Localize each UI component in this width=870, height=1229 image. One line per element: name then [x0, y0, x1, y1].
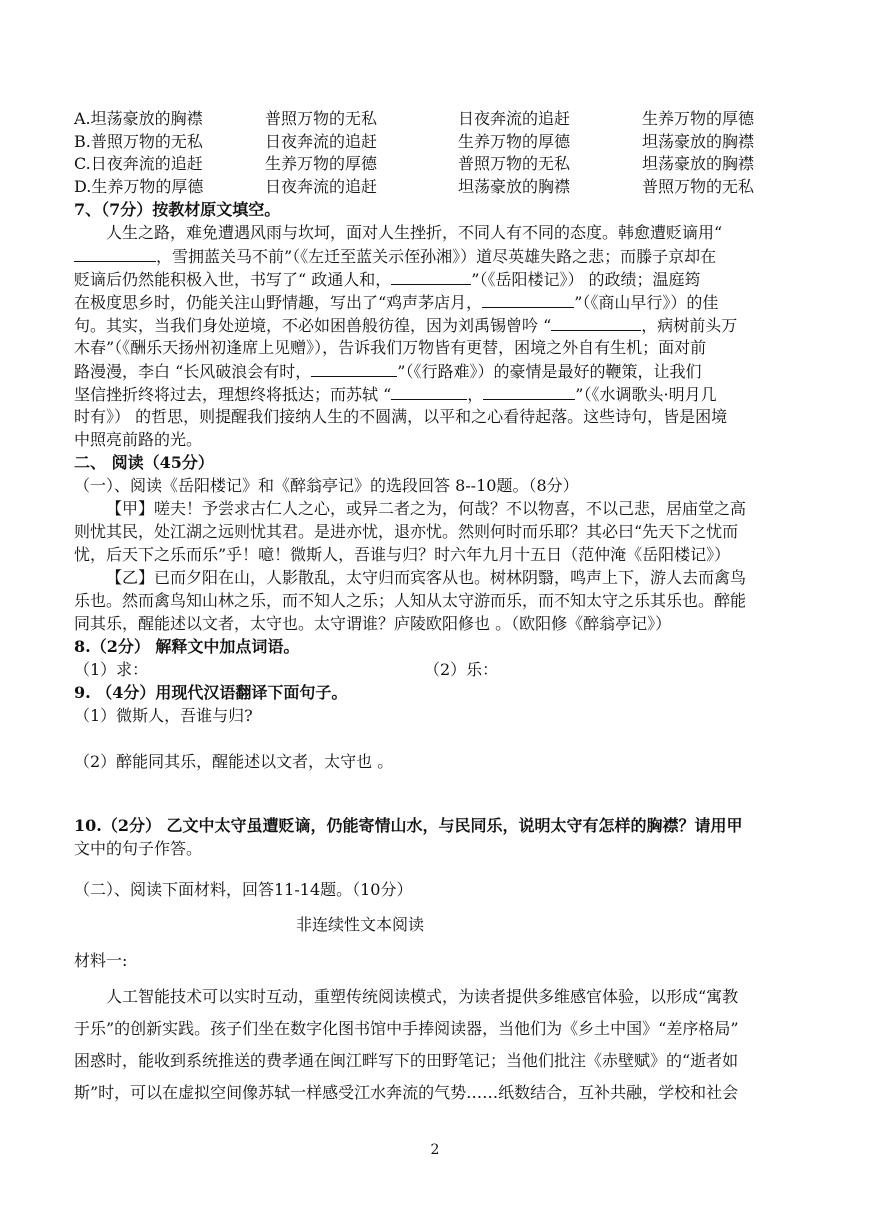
answer-blank[interactable]: [482, 291, 574, 308]
passage-yi-line-3: 同其乐，醒能述以文者，太守也。太守谓谁？庐陵欧阳修也 。（欧阳修《醉翁亭记》）: [74, 614, 672, 633]
answer-blank[interactable]: [74, 245, 156, 262]
q10-line-1: 10.（2分） 乙文中太守虽遭贬谪，仍能寄情山水，与民同乐，说明太守有怎样的胸襟？请用甲: [74, 816, 743, 835]
q9-item-2: （2）醉能同其乐，醒能述以文者，太守也 。: [74, 752, 394, 771]
option-c-label: C.日夜奔流的追赶: [74, 154, 203, 173]
material-1-line-3: 困惑时，能收到系统推送的费孝通在闽江畔写下的田野笔记；当他们批注《赤壁赋》的“逝者如: [74, 1051, 739, 1070]
option-c-c2: 生养万物的厚德: [265, 154, 378, 173]
answer-blank[interactable]: [551, 314, 641, 331]
option-c-c3: 普照万物的无私: [458, 154, 571, 173]
option-a-c4: 生养万物的厚德: [642, 109, 755, 128]
option-a-c2: 普照万物的无私: [265, 109, 378, 128]
page-number: 2: [430, 1142, 440, 1158]
passage-yi-line-1: 【乙】已而夕阳在山，人影散乱，太守归而宾客从也。树林阴翳，鸣声上下，游人去而禽鸟: [106, 568, 747, 587]
passage-jia-line-3: 忧，后天下之乐而乐”乎！噫！微斯人，吾谁与归？时六年九月十五日（范仲淹《岳阳楼记》）: [74, 545, 731, 564]
material-1-line-4: 斯”时，可以在虚拟空间像苏轼一样感受江水奔流的气势……纸数结合，互补共融，学校和社会: [74, 1083, 739, 1102]
part-1-heading: （一）、阅读《岳阳楼记》和《醉翁亭记》的选段回答 8--10题。（8分）: [74, 476, 579, 495]
answer-blank[interactable]: [311, 360, 397, 377]
q9-item-1: （1）微斯人，吾谁与归?: [74, 706, 253, 725]
q7-line-5: 句。其实，当我们身处逆境，不必如困兽般彷徨，因为刘禹锡曾吟 “ ，病树前头万: [74, 316, 738, 335]
q7-line-3: 贬谪后仍然能积极入世，书写了“ 政通人和， ”（《岳阳楼记》） 的政绩；温庭筠: [74, 270, 701, 289]
q10-line-2: 文中的句子作答。: [74, 839, 203, 858]
q7-line-7: 路漫漫，李白 “长风破浪会有时， ”（《行路难》）的豪情是最好的鞭策，让我们: [74, 362, 702, 381]
answer-blank[interactable]: [391, 383, 467, 400]
answer-blank[interactable]: [391, 268, 471, 285]
q7-line-1: 人生之路，难免遭遇风雨与坎坷，面对人生挫折，不同人有不同的态度。韩愈遭贬谪用“: [106, 223, 723, 242]
option-d-c4: 普照万物的无私: [642, 177, 755, 196]
option-a-label: A.坦荡豪放的胸襟: [74, 109, 203, 128]
q7-heading: 7、（7分）按教材原文填空。: [74, 200, 281, 219]
option-b-label: B.普照万物的无私: [74, 132, 203, 151]
option-d-label: D.生养万物的厚德: [74, 177, 204, 196]
material-1-line-2: 于乐”的创新实践。孩子们坐在数字化图书馆中手捧阅读器，当他们为《乡土中国》“差序格局”: [74, 1019, 739, 1038]
q8-item-2: （2）乐：: [424, 660, 499, 679]
q9-heading: 9. （4分）用现代汉语翻译下面句子。: [74, 683, 348, 702]
part-2-title: 非连续性文本阅读: [296, 915, 425, 934]
q7-line-2: ，雪拥蓝关马不前”（《左迁至蓝关示侄孙湘》）道尽英雄失路之悲；而滕子京却在: [74, 245, 716, 268]
passage-yi-line-2: 乐也。然而禽鸟知山林之乐，而不知人之乐；人知从太守游而乐，而不知太守之乐其乐也。醉能: [74, 591, 747, 610]
section-2-heading: 二、 阅读（45分）: [74, 453, 214, 472]
option-a-c3: 日夜奔流的追赶: [458, 109, 571, 128]
q7-line-4: 在极度思乡时，仍能关注山野情趣，写出了“鸡声茅店月， ”（《商山早行》）的佳: [74, 293, 719, 312]
option-d-c3: 坦荡豪放的胸襟: [458, 177, 571, 196]
part-2-heading: （二）、阅读下面材料，回答11-14题。（10分）: [74, 880, 413, 899]
option-b-c2: 日夜奔流的追赶: [265, 132, 378, 151]
q7-line-9: 时有》） 的哲思，则提醒我们接纳人生的不圆满，以平和之心看待起落。这些诗句，皆是困境: [74, 407, 728, 426]
option-b-c3: 生养万物的厚德: [458, 132, 571, 151]
option-b-c4: 坦荡豪放的胸襟: [642, 132, 755, 151]
q7-line-8: 坚信挫折终将过去，理想终将抵达；而苏轼 “ ， ”（《水调歌头·明月几: [74, 385, 717, 404]
material-1-label: 材料一:: [74, 951, 128, 970]
q7-line-10: 中照亮前路的光。: [74, 430, 203, 449]
option-c-c4: 坦荡豪放的胸襟: [642, 154, 755, 173]
answer-blank[interactable]: [483, 383, 575, 400]
passage-jia-line-1: 【甲】嗟夫！予尝求古仁人之心，或异二者之为，何哉？不以物喜，不以己悲，居庙堂之高: [106, 499, 747, 518]
q7-line-6: 木春”（《酬乐天扬州初逢席上见赠》），告诉我们万物皆有更替，困境之外自有生机；面对前: [74, 338, 707, 357]
q8-item-1: （1）求：: [74, 660, 149, 679]
option-d-c2: 日夜奔流的追赶: [265, 177, 378, 196]
q8-heading: 8.（2分） 解释文中加点词语。: [74, 637, 300, 656]
material-1-line-1: 人工智能技术可以实时互动，重塑传统阅读模式，为读者提供多维感官体验，以形成“寓教: [106, 987, 739, 1006]
passage-jia-line-2: 则忧其民，处江湖之远则忧其君。是进亦忧，退亦忧。然则何时而乐耶？其必曰“先天下之忧而: [74, 522, 739, 541]
